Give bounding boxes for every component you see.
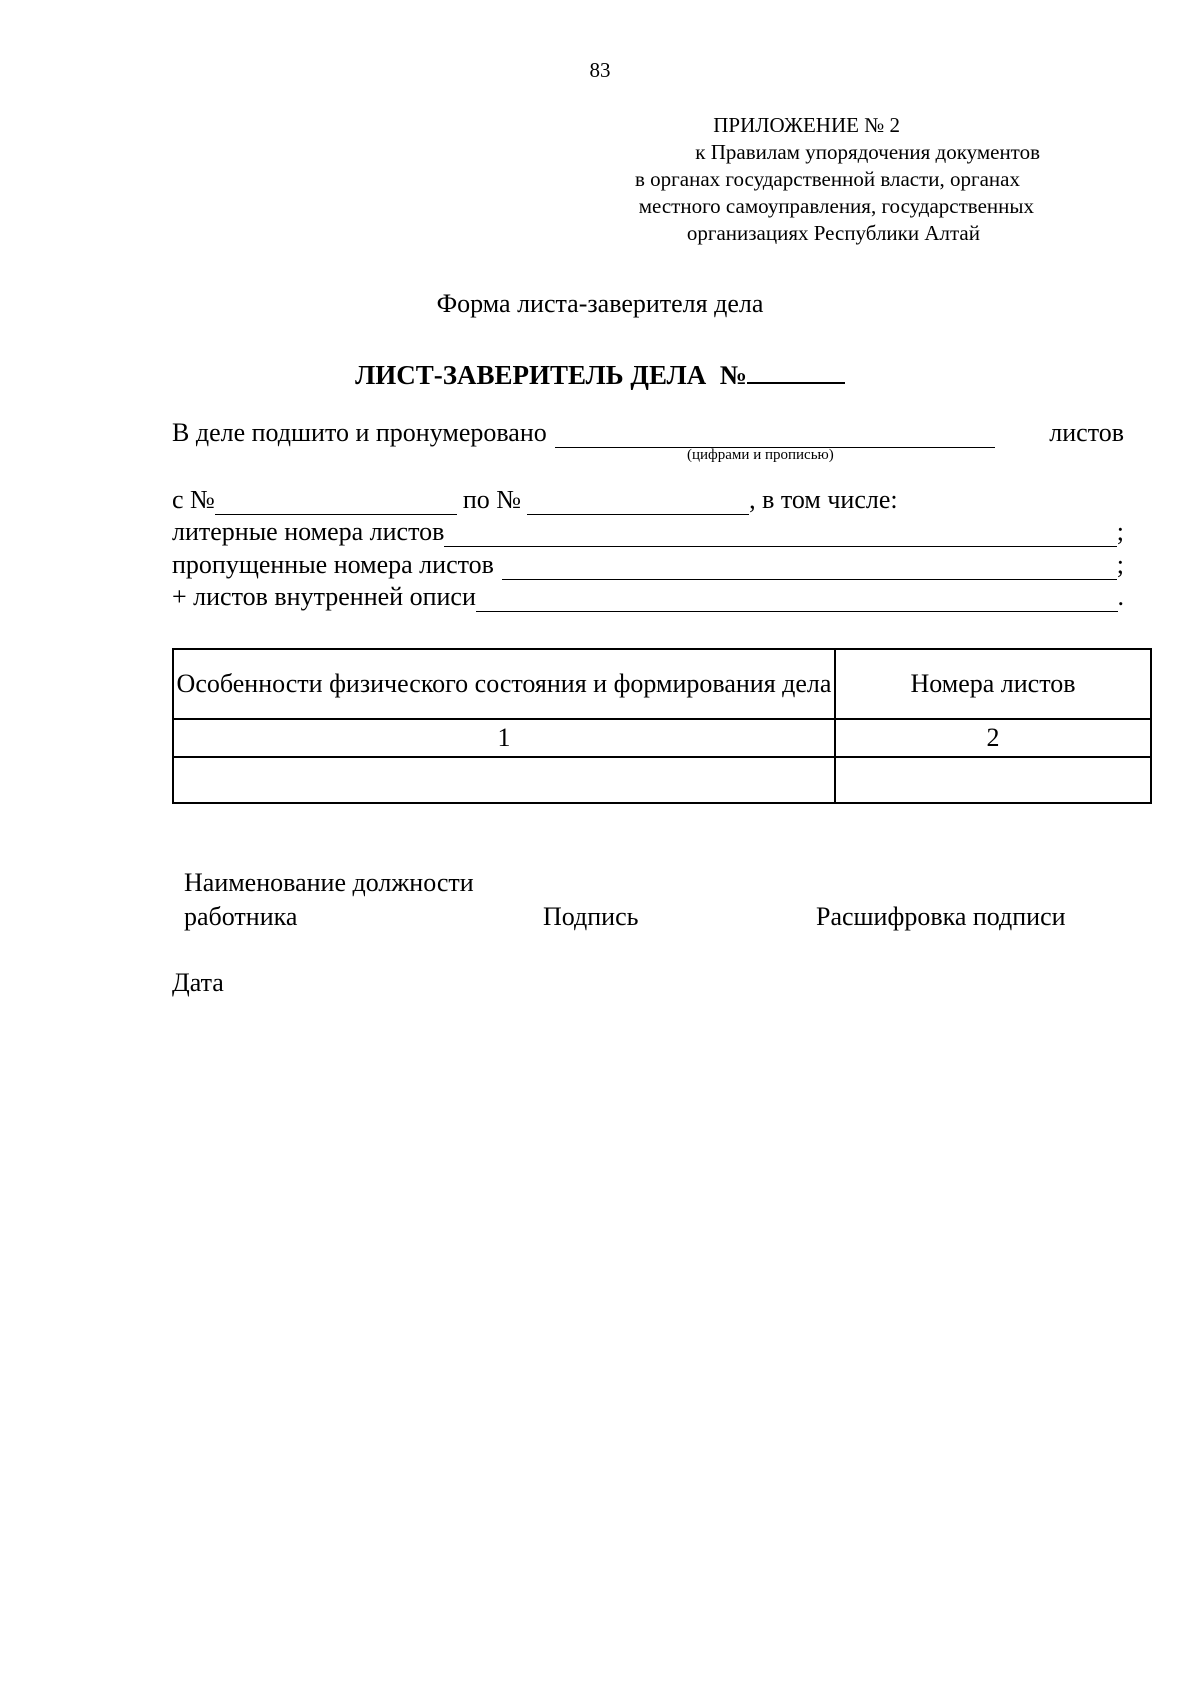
missing-numbers-field[interactable] [502, 555, 1117, 580]
case-number-field[interactable] [747, 356, 845, 384]
appendix-title: ПРИЛОЖЕНИЕ № 2 [713, 113, 900, 137]
table-header-cell: Особенности физического состояния и формирования дела [173, 649, 835, 719]
missing-label: пропущенные номера листов [172, 550, 494, 579]
position-label [184, 866, 474, 934]
date-label: Дата [172, 968, 224, 997]
position-line: Наименование должности [184, 868, 474, 897]
appendix-line: местного самоуправления, государственных [638, 194, 1034, 218]
signature-label: Подпись [543, 902, 639, 931]
inner-line [172, 582, 1124, 612]
table-number-cell: 1 [173, 719, 835, 757]
inner-label: + листов внутренней описи [172, 582, 476, 611]
letter-end: ; [1116, 517, 1124, 546]
appendix-line: к Правилам упорядочения документов [695, 140, 1040, 164]
range-line [172, 485, 1124, 515]
inner-inventory-field[interactable] [476, 587, 1118, 612]
missing-end: ; [1116, 550, 1124, 579]
sewn-suffix: листов [1049, 418, 1124, 447]
sheets-count-field[interactable] [555, 423, 995, 448]
letter-line [172, 517, 1124, 547]
form-title: Форма листа-заверителя дела [436, 289, 764, 318]
table-number-cell: 2 [835, 719, 1151, 757]
including-label: , в том числе: [749, 485, 898, 514]
table-cell[interactable] [835, 757, 1151, 803]
page-number: 83 [589, 58, 611, 82]
position-line: работника [184, 902, 298, 931]
missing-line [172, 550, 1124, 580]
features-table [172, 648, 1152, 804]
main-title [0, 356, 1200, 391]
appendix-line: в органах государственной власти, органах [635, 167, 1020, 191]
inner-end: . [1117, 582, 1124, 611]
to-number-field[interactable] [527, 490, 749, 515]
to-label: по № [462, 485, 522, 514]
letter-label: литерные номера листов [172, 517, 445, 546]
from-label: с № [172, 485, 215, 514]
table-row [173, 757, 1151, 803]
sewn-label: В деле подшито и пронумеровано [172, 418, 547, 447]
from-number-field[interactable] [215, 490, 457, 515]
sewn-hint: (цифрами и прописью) [687, 447, 834, 463]
table-cell[interactable] [173, 757, 835, 803]
table-number-row [173, 719, 1151, 757]
letter-numbers-field[interactable] [444, 522, 1116, 547]
sewn-line [172, 418, 1124, 448]
table-header-row [173, 649, 1151, 719]
appendix-block [480, 112, 1040, 247]
table-header-cell: Номера листов [835, 649, 1151, 719]
appendix-line: организациях Республики Алтай [686, 221, 980, 245]
signature-decoding-label: Расшифровка подписи [816, 902, 1066, 931]
main-title-text: ЛИСТ-ЗАВЕРИТЕЛЬ ДЕЛА № [355, 360, 747, 390]
